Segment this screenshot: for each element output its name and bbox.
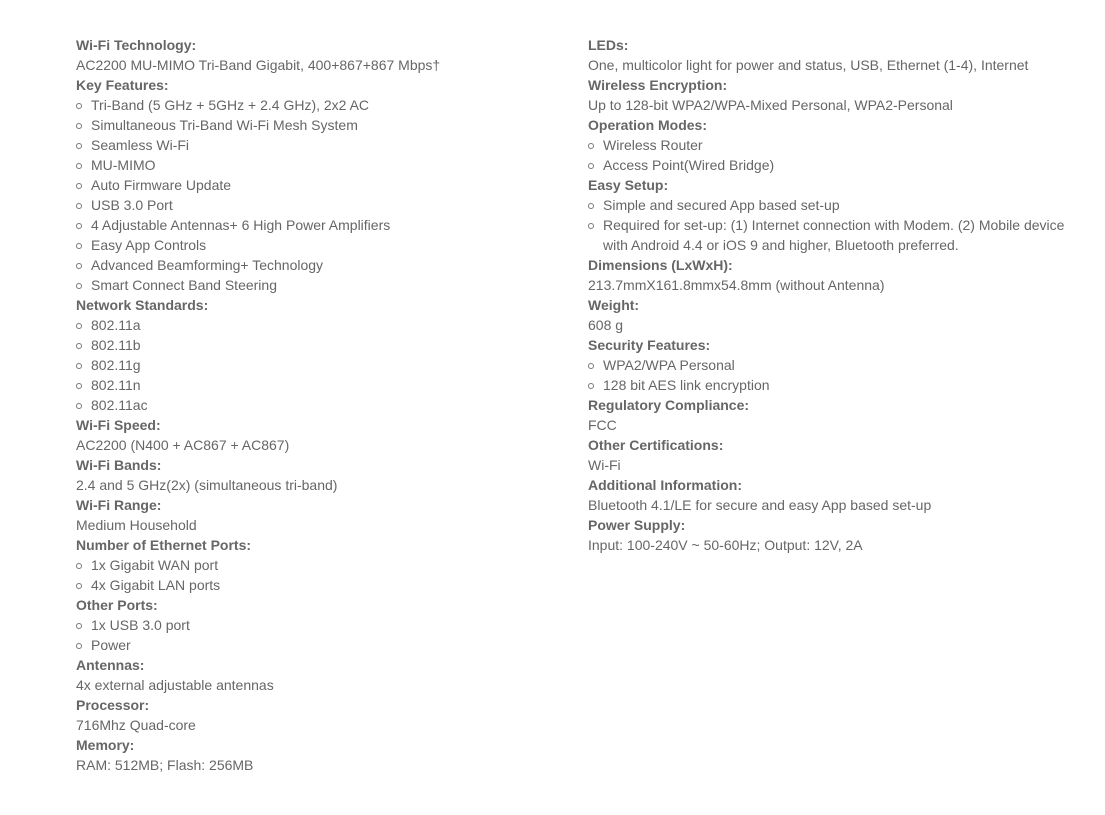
list-item: 1x USB 3.0 port (76, 615, 556, 635)
list-item: Simultaneous Tri-Band Wi-Fi Mesh System (76, 115, 556, 135)
security-features-list (588, 355, 1088, 395)
list-item: 802.11g (76, 355, 556, 375)
wireless-encryption-heading: Wireless Encryption: (588, 77, 728, 93)
processor-value: 716Mhz Quad-core (76, 717, 196, 733)
list-item: 802.11b (76, 335, 556, 355)
other-ports-list (76, 615, 556, 655)
key-features-list (76, 95, 556, 295)
list-item: 4x Gigabit LAN ports (76, 575, 556, 595)
regulatory-compliance-value: FCC (588, 417, 617, 433)
wifi-speed-value: AC2200 (N400 + AC867 + AC867) (76, 437, 290, 453)
weight-value: 608 g (588, 317, 624, 333)
list-item: 802.11a (76, 315, 556, 335)
list-item: Power (76, 635, 556, 655)
list-item: Required for set-up: (1) Internet connection with Modem. (2) Mobile device with Android 4.4 or iOS 9 and higher, Bluetooth preferred. (588, 215, 1083, 255)
memory-value: RAM: 512MB; Flash: 256MB (76, 757, 254, 773)
power-supply-value: Input: 100-240V ~ 50-60Hz; Output: 12V, 2A (588, 537, 863, 553)
list-item: Easy App Controls (76, 235, 556, 255)
easy-setup-list (588, 195, 1088, 255)
key-features-heading: Key Features: (76, 77, 169, 93)
antennas-value: 4x external adjustable antennas (76, 677, 274, 693)
other-ports-heading: Other Ports: (76, 597, 158, 613)
operation-modes-list (588, 135, 1088, 175)
list-item: MU-MIMO (76, 155, 556, 175)
memory-heading: Memory: (76, 737, 135, 753)
weight-heading: Weight: (588, 297, 640, 313)
list-item: Tri-Band (5 GHz + 5GHz + 2.4 GHz), 2x2 AC (76, 95, 556, 115)
security-features-heading: Security Features: (588, 337, 711, 353)
other-certifications-heading: Other Certifications: (588, 437, 724, 453)
wifi-speed-heading: Wi-Fi Speed: (76, 417, 161, 433)
list-item: Wireless Router (588, 135, 1088, 155)
regulatory-compliance-heading: Regulatory Compliance: (588, 397, 750, 413)
specs-right-column (588, 35, 1088, 555)
specs-left-column (76, 35, 556, 775)
list-item: WPA2/WPA Personal (588, 355, 1088, 375)
power-supply-heading: Power Supply: (588, 517, 686, 533)
ethernet-ports-list (76, 555, 556, 595)
list-item: USB 3.0 Port (76, 195, 556, 215)
wifi-bands-heading: Wi-Fi Bands: (76, 457, 162, 473)
list-item: Simple and secured App based set-up (588, 195, 1088, 215)
network-standards-list (76, 315, 556, 415)
wifi-bands-value: 2.4 and 5 GHz(2x) (simultaneous tri-band) (76, 477, 338, 493)
ethernet-ports-heading: Number of Ethernet Ports: (76, 537, 252, 553)
list-item: Advanced Beamforming+ Technology (76, 255, 556, 275)
list-item: 802.11ac (76, 395, 556, 415)
leds-value: One, multicolor light for power and status, USB, Ethernet (1-4), Internet (588, 57, 1029, 73)
wifi-range-heading: Wi-Fi Range: (76, 497, 162, 513)
wifi-range-value: Medium Household (76, 517, 197, 533)
easy-setup-heading: Easy Setup: (588, 177, 669, 193)
dimensions-value: 213.7mmX161.8mmx54.8mm (without Antenna) (588, 277, 885, 293)
list-item: Access Point(Wired Bridge) (588, 155, 1088, 175)
list-item: Auto Firmware Update (76, 175, 556, 195)
processor-heading: Processor: (76, 697, 150, 713)
list-item: 802.11n (76, 375, 556, 395)
additional-information-value: Bluetooth 4.1/LE for secure and easy App based set-up (588, 497, 932, 513)
list-item: 4 Adjustable Antennas+ 6 High Power Amplifiers (76, 215, 556, 235)
other-certifications-value: Wi-Fi (588, 457, 621, 473)
list-item: Smart Connect Band Steering (76, 275, 556, 295)
leds-heading: LEDs: (588, 37, 629, 53)
list-item: Seamless Wi-Fi (76, 135, 556, 155)
antennas-heading: Antennas: (76, 657, 145, 673)
additional-information-heading: Additional Information: (588, 477, 742, 493)
operation-modes-heading: Operation Modes: (588, 117, 708, 133)
list-item: 1x Gigabit WAN port (76, 555, 556, 575)
wifi-technology-heading: Wi-Fi Technology: (76, 37, 197, 53)
dimensions-heading: Dimensions (LxWxH): (588, 257, 733, 273)
wifi-technology-value: AC2200 MU-MIMO Tri-Band Gigabit, 400+867+867 Mbps† (76, 57, 441, 73)
network-standards-heading: Network Standards: (76, 297, 209, 313)
list-item: 128 bit AES link encryption (588, 375, 1088, 395)
wireless-encryption-value: Up to 128-bit WPA2/WPA-Mixed Personal, WPA2-Personal (588, 97, 953, 113)
